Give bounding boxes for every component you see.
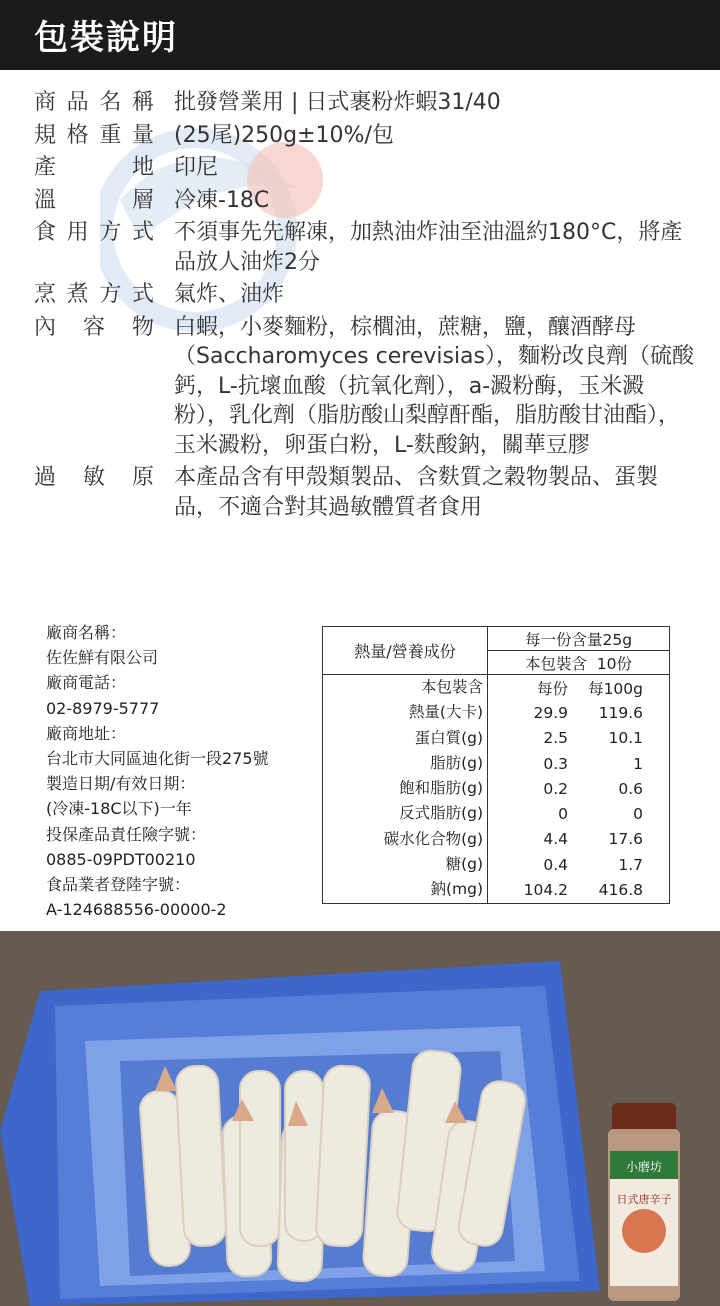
value-per: 0.4 [543,855,568,874]
value-per100: 119.6 [598,703,643,722]
nutrient-name: 碳水化合物(g) [383,829,483,848]
spec-value: 本產品含有甲殼類製品、含麩質之穀物製品、蛋製品，不適合對其過敏體質者食用 [174,465,659,520]
spec-value: (25尾)250g±10%/包 [174,122,394,148]
value-row [488,852,669,877]
value-per100: 1 [633,754,643,773]
spec-row [34,121,694,151]
nutrition-table [322,626,670,904]
value-row [488,827,669,852]
value-per: 0.3 [543,754,568,773]
nutrient-name: 反式脂肪(g) [399,804,483,823]
value-per100: 10.1 [608,729,643,748]
spec-row [34,218,694,277]
value-row [488,751,669,776]
product-photo [0,931,720,1306]
spec-label: 過敏原 [34,465,154,490]
spec-label: 規格重量 [34,122,154,148]
value-per: 29.9 [533,703,568,722]
maker-line: 廠商電話： [46,673,127,693]
header-bar [0,0,720,70]
spec-row [34,463,694,522]
spec-label: 食用方式 [34,220,154,245]
maker-line: (冷凍-18C以下)一年 [46,799,192,819]
spec-row [34,313,694,461]
maker-line: 佐佐鮮有限公司 [46,648,159,668]
spec-row [34,186,694,216]
spec-row [34,153,694,183]
value-per100: 0 [633,805,643,824]
spec-label: 烹煮方式 [34,282,154,307]
col-per-serving: 每份 [536,679,568,698]
nutrient-names [323,675,488,904]
spec-list [34,88,694,525]
value-row [488,877,669,902]
nutrition-header-label: 熱量/營養成份 [323,627,488,675]
maker-line: A-124688556-00000-2 [46,900,227,920]
spec-value: 白蝦，小麥麵粉，棕櫚油，蔗糖，鹽，釀酒酵母（Saccharomyces cerevisias），麵粉改良劑（硫酸鈣，L-抗壞血酸（抗氧化劑），a-澱粉酶，玉米澱粉），乳化劑（脂肪酸山梨醇酐酯，脂肪酸甘油酯），玉米澱粉，卵蛋白粉，L-麩酸鈉，關華豆膠 [174,314,694,458]
maker-line: 廠商地址： [46,723,127,743]
nutrient-name: 蛋白質(g) [414,728,483,747]
maker-line: 0885-09PDT00210 [46,849,196,869]
value-per: 2.5 [543,729,568,748]
spec-value: 印尼 [174,155,219,180]
spec-value: 氣炸、油炸 [174,282,285,307]
page-title: 包裝說明 [34,18,178,58]
per-serving-size: 每一份含量25g [488,627,670,651]
value-per100: 1.7 [618,855,643,874]
spec-label: 產地 [34,155,154,180]
shrimp-tray-illustration [0,931,720,1306]
value-per100: 416.8 [598,881,643,900]
value-row [488,776,669,801]
maker-line: 投保產品責任險字號： [46,824,207,844]
value-column-heads [488,675,669,700]
maker-line: 02-8979-5777 [46,698,160,718]
spec-row [34,280,694,310]
col-per-100g: 每100g [588,679,643,698]
spec-value: 批發營業用 | 日式裹粉炸蝦31/40 [174,90,501,115]
value-row [488,726,669,751]
spec-label: 商品名稱 [34,90,154,115]
maker-line: 食品業者登陸字號： [46,875,191,895]
jar-brand-text: 小磨坊 [625,1160,663,1174]
nutrient-name: 糖(g) [445,855,483,874]
value-per: 0.2 [543,779,568,798]
column-head-label: 本包裝含 [420,678,483,696]
nutrient-name: 脂肪(g) [430,753,483,772]
maker-line: 製造日期/有效日期： [46,774,196,794]
spec-value: 不須事先先解凍，加熱油炸油至油溫約180°C，將產品放人油炸2分 [174,220,683,275]
value-per: 0 [558,805,568,824]
value-per100: 17.6 [608,830,643,849]
nutrient-name: 飽和脂肪(g) [399,779,483,798]
nutrient-name: 熱量(大卡) [408,703,483,722]
nutrient-name: 鈉(mg) [430,880,483,899]
nutrient-values [488,675,670,904]
spec-label: 溫層 [34,187,154,213]
value-per: 104.2 [523,881,568,900]
spec-value: 冷凍-18C [174,187,270,213]
spec-row [34,88,694,118]
maker-line: 台北市大同區迪化街一段275號 [46,749,269,769]
spec-label: 內容物 [34,314,154,340]
value-per100: 0.6 [618,779,643,798]
value-row [488,700,669,725]
value-row [488,801,669,826]
servings-per-pack: 本包裝含 10份 [488,651,670,675]
value-per: 4.4 [543,830,568,849]
maker-info [46,620,316,922]
jar-label-text: 日式唐辛子 [616,1193,672,1206]
maker-line: 廠商名稱： [46,623,127,642]
